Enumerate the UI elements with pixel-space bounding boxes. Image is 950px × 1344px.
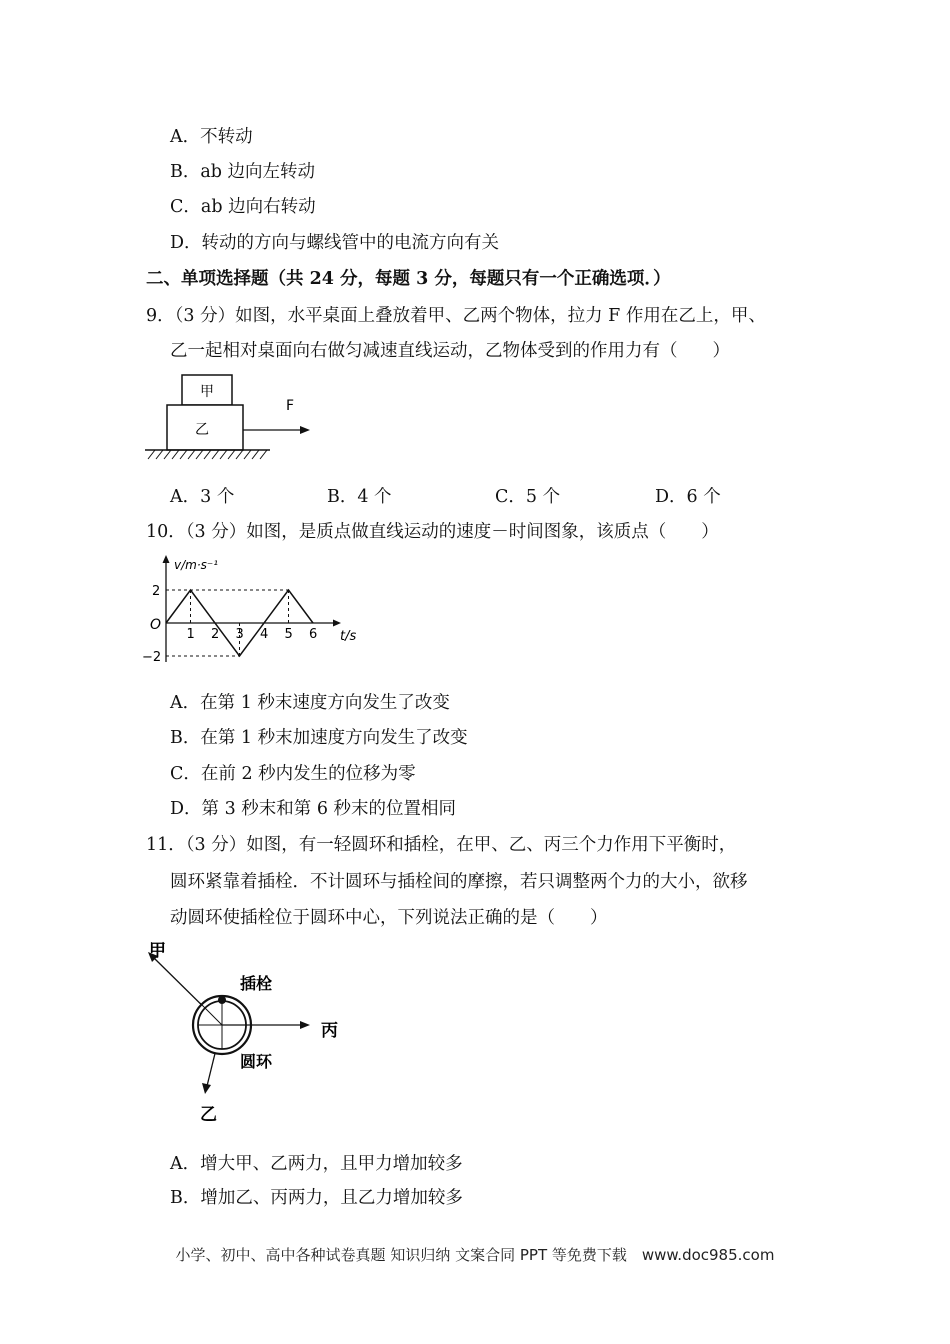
force-bing-arrowhead [300, 1021, 310, 1029]
pin [218, 996, 226, 1004]
y-tick-label: 2 [152, 584, 161, 599]
x-axis-label: t/s [340, 629, 357, 644]
q11-option-b: B．增加乙、丙两力，且乙力增加较多 [170, 1188, 463, 1208]
q10-option-c: C．在前 2 秒内发生的位移为零 [170, 764, 416, 784]
q8-option-a: A．不转动 [170, 127, 253, 147]
q9-text-line1: 9．（3 分）如图，水平桌面上叠放着甲、乙两个物体，拉力 F 作用在乙上，甲、 [146, 306, 766, 326]
force-bing-label: 丙 [321, 1021, 338, 1041]
q9-option-b: B．4 个 [327, 487, 392, 507]
q8-option-c: C．ab 边向右转动 [170, 197, 316, 217]
q10-option-d: D．第 3 秒末和第 6 秒末的位置相同 [170, 799, 457, 819]
y-tick-label: −2 [142, 650, 162, 665]
section-2-title: 二、单项选择题（共 24 分，每题 3 分，每题只有一个正确选项．） [146, 269, 671, 289]
ground-hatching [148, 450, 267, 459]
q9-text-line2: 乙一起相对桌面向右做匀减速直线运动，乙物体受到的作用力有（ ） [170, 341, 730, 361]
force-yi-arrowhead [202, 1083, 211, 1094]
block-jia-label: 甲 [200, 384, 214, 400]
q11-text-line2: 圆环紧靠着插栓．不计圆环与插栓间的摩擦，若只调整两个力的大小，欲移 [170, 872, 748, 892]
x-tick-label: 3 [235, 627, 244, 642]
x-tick-label: 2 [211, 627, 220, 642]
q11-text-line1: 11．（3 分）如图，有一轻圆环和插栓，在甲、乙、丙三个力作用下平衡时， [146, 835, 737, 855]
page-footer: 小学、初中、高中各种试卷真题 知识归纳 文案合同 PPT 等免费下载 www.doc985.com [175, 1246, 775, 1264]
q11-figure [140, 940, 350, 1130]
origin-label: O [150, 617, 162, 633]
q10-vt-graph [140, 552, 370, 667]
q10-option-a: A．在第 1 秒末速度方向发生了改变 [170, 693, 450, 713]
q8-option-d: D．转动的方向与螺线管中的电流方向有关 [170, 233, 500, 253]
force-f-arrowhead [300, 426, 310, 434]
q9-option-c: C．5 个 [495, 487, 561, 507]
q11-text-line3: 动圆环使插栓位于圆环中心，下列说法正确的是（ ） [170, 908, 608, 928]
q9-option-d: D．6 个 [655, 487, 721, 507]
q9-figure [140, 372, 320, 467]
q10-text: 10．（3 分）如图，是质点做直线运动的速度－时间图象，该质点（ ） [146, 522, 719, 542]
x-tick-label: 1 [186, 627, 195, 642]
x-axis-arrowhead [333, 620, 341, 627]
ring-label: 圆环 [240, 1052, 273, 1071]
force-jia-label: 甲 [149, 941, 166, 961]
x-tick-label: 4 [260, 627, 269, 642]
y-axis-arrowhead [163, 555, 170, 563]
q10-option-b: B．在第 1 秒末加速度方向发生了改变 [170, 728, 468, 748]
q9-option-a: A．3 个 [170, 487, 235, 507]
force-f-label: F [286, 398, 295, 414]
x-tick-label: 6 [309, 627, 318, 642]
y-axis-label: v/m·s⁻¹ [174, 558, 219, 572]
pin-label: 插栓 [240, 974, 273, 993]
q8-option-b: B．ab 边向左转动 [170, 162, 316, 182]
q11-option-a: A．增大甲、乙两力，且甲力增加较多 [170, 1154, 463, 1174]
block-yi-label: 乙 [195, 422, 209, 438]
force-yi-label: 乙 [200, 1105, 217, 1125]
x-tick-label: 5 [284, 627, 293, 642]
